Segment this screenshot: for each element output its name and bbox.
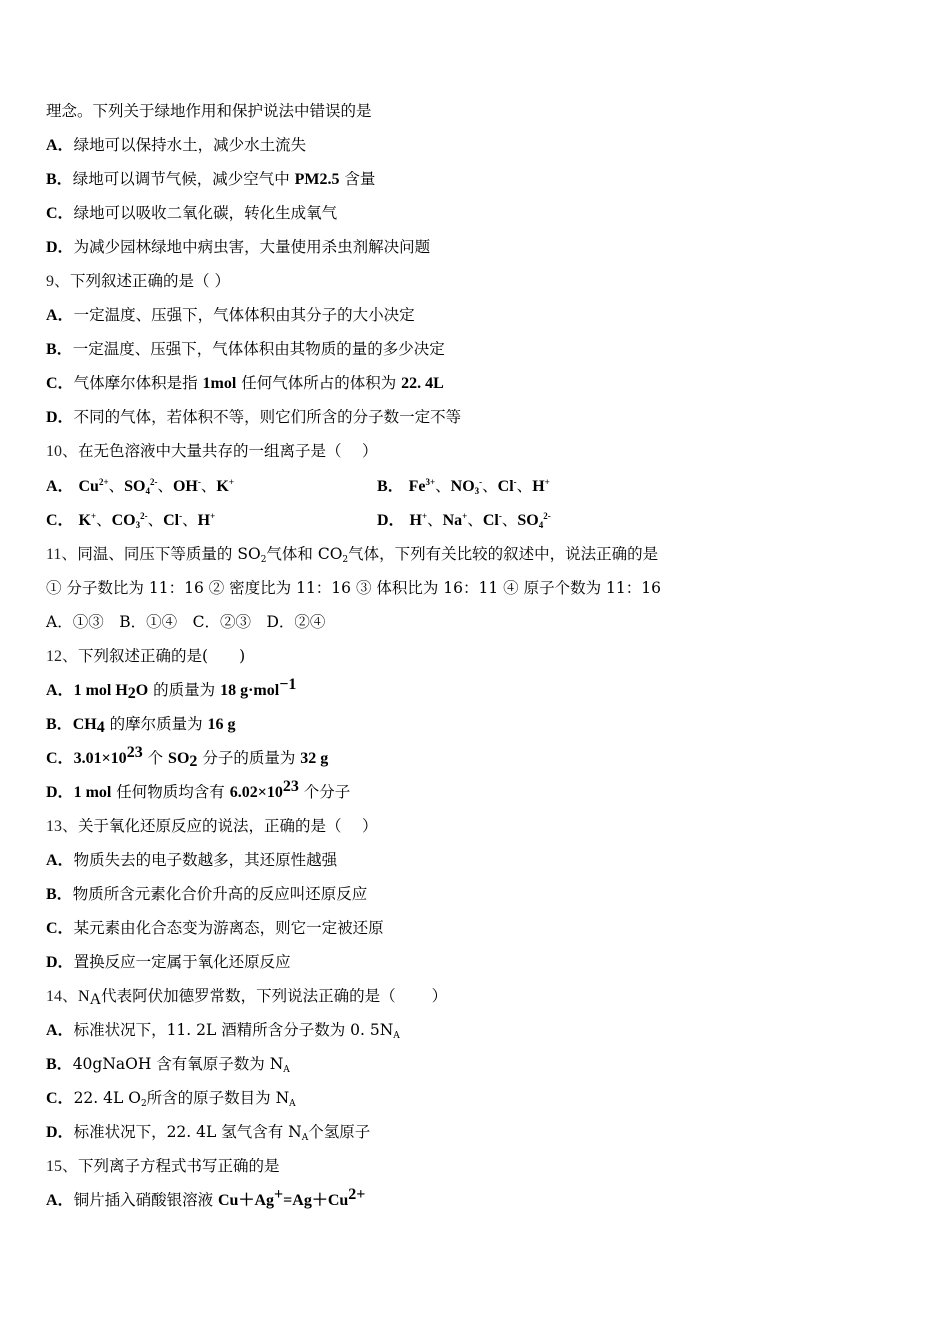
ion-formula xyxy=(443,512,468,529)
stem-text: 下列叙述正确的是（ ） xyxy=(70,272,230,290)
ion-formula xyxy=(163,512,182,529)
ion-formula xyxy=(124,478,157,495)
text-run: 个氢原子 xyxy=(308,1123,371,1141)
superscript: - xyxy=(513,477,517,487)
option-text: 置换反应一定属于氧化还原反应 xyxy=(73,953,291,971)
option-d xyxy=(46,1121,370,1143)
superscript: - xyxy=(498,511,502,521)
option-letter: D． xyxy=(46,784,74,801)
text-run: 、 xyxy=(467,511,483,529)
text-run: Cl xyxy=(163,512,180,529)
text-run: 、 xyxy=(96,511,112,529)
option-a xyxy=(46,475,234,497)
ion-formula xyxy=(498,478,517,495)
superscript: 2- xyxy=(543,511,551,521)
option-text: 一定温度、压强下，气体体积由其物质的量的多少决定 xyxy=(72,340,445,358)
text-run: 的质量为 xyxy=(148,681,221,699)
option-text: 绿地可以吸收二氧化碳，转化生成氧气 xyxy=(73,204,338,222)
text-run: 分子的质量为 xyxy=(197,749,301,767)
text-run: K xyxy=(78,512,91,529)
option-letter: B． xyxy=(377,478,404,495)
subscript: A xyxy=(393,1031,400,1041)
text-run: 、 xyxy=(182,511,198,529)
subscript: 4 xyxy=(538,520,544,530)
text-run: 1 mol H xyxy=(73,682,128,699)
stem-text: 下列叙述正确的是( ) xyxy=(78,647,246,665)
text-run: Cu xyxy=(78,478,99,495)
option-letter: A． xyxy=(46,307,74,324)
option-letter: B． xyxy=(46,716,73,733)
text-run: 铜片插入硝酸银溶液 xyxy=(73,1191,218,1209)
option-letter: C． xyxy=(46,1090,74,1107)
stem-text: 下列离子方程式书写正确的是 xyxy=(78,1157,280,1175)
option-letter: A． xyxy=(46,1192,74,1209)
option-letter: D． xyxy=(46,239,74,256)
subscript: 2 xyxy=(189,753,198,770)
ion-formula xyxy=(483,512,502,529)
superscript: + xyxy=(544,477,550,487)
ion-formula xyxy=(410,512,428,529)
superscript: + xyxy=(421,511,428,521)
ion-formula xyxy=(79,478,109,495)
text-run: 、 xyxy=(435,477,451,495)
option-c xyxy=(46,744,329,770)
superscript: 23 xyxy=(126,744,143,761)
option-letter: D． xyxy=(46,954,74,971)
text-run: SO xyxy=(517,512,539,529)
option-letter: A． xyxy=(46,852,74,869)
text-run: 6.02×10 xyxy=(229,784,283,801)
option-b xyxy=(46,713,236,735)
text-run: 任何物质均含有 xyxy=(111,783,230,801)
superscript: - xyxy=(197,477,201,487)
option-text: 气体摩尔体积是指 xyxy=(73,374,203,392)
text-run: SO xyxy=(168,750,190,767)
question-number: 10、 xyxy=(46,443,79,460)
text-run: =Ag＋Cu xyxy=(283,1192,349,1209)
text-run: 的摩尔质量为 xyxy=(104,715,208,733)
text-run: 22. 4L O xyxy=(73,1089,141,1107)
subscript: 3 xyxy=(135,520,141,530)
option-c xyxy=(46,372,444,394)
option-d xyxy=(46,236,430,258)
text-run: 、 xyxy=(147,511,164,529)
question-15-stem xyxy=(46,1155,280,1177)
option-letter: A． xyxy=(46,682,74,699)
text-run: 个 xyxy=(142,749,169,767)
text-run: 、 xyxy=(516,477,533,495)
ion-formula xyxy=(112,512,148,529)
text-run: 3.01×10 xyxy=(73,750,127,767)
option-c xyxy=(46,202,337,224)
question-11-choices xyxy=(46,611,325,633)
option-b xyxy=(46,883,367,905)
text-run: O xyxy=(135,682,149,699)
superscript: + xyxy=(90,511,97,521)
option-a xyxy=(46,304,415,326)
stem-text: 理念。下列关于绿地作用和保护说法中错误的是 xyxy=(46,102,372,120)
option-text: 不同的气体，若体积不等，则它们所含的分子数一定不等 xyxy=(73,408,462,426)
option-letter: A． xyxy=(46,1022,74,1039)
text-run: 标准状况下，22. 4L 氢气含有 N xyxy=(73,1123,302,1141)
option-d xyxy=(46,406,461,428)
option-letter: C． xyxy=(46,512,74,529)
text-run: 、 xyxy=(108,477,125,495)
superscript: + xyxy=(228,477,234,487)
option-letter: C． xyxy=(46,205,74,222)
subscript: 2 xyxy=(140,1099,147,1109)
option-letter: C． xyxy=(46,920,74,937)
ion-formula xyxy=(451,478,483,495)
text-run: 气体和 CO xyxy=(266,545,343,563)
text-run: H xyxy=(409,512,422,529)
question-12-stem xyxy=(46,645,245,667)
question-number: 12、 xyxy=(46,648,79,665)
text-run: 个分子 xyxy=(298,783,351,801)
text-run: 、 xyxy=(482,477,498,495)
option-text: PM2.5 xyxy=(294,171,340,188)
text-run: 1 mol xyxy=(73,784,112,801)
subscript: 4 xyxy=(96,719,105,736)
text-run: 18 g·mol xyxy=(220,682,280,699)
question-number: 9、 xyxy=(46,273,71,290)
text-run: CO xyxy=(111,512,136,529)
question-9-stem xyxy=(46,270,230,292)
superscript: 2+ xyxy=(348,1186,366,1203)
option-text: 物质失去的电子数越多，其还原性越强 xyxy=(73,851,338,869)
ion-formula xyxy=(409,478,436,495)
option-text: 任何气体所占的体积为 xyxy=(236,374,402,392)
text-run: 40gNaOH 含有氧原子数为 N xyxy=(72,1055,284,1073)
option-a xyxy=(46,676,297,702)
option-text: 物质所含元素化合价升高的反应叫还原反应 xyxy=(72,885,368,903)
subscript: A xyxy=(89,991,102,1008)
text-run: 、 xyxy=(501,511,518,529)
superscript: 23 xyxy=(282,778,299,795)
question-number: 11、 xyxy=(46,546,78,563)
option-letter: B． xyxy=(46,171,73,188)
superscript: 3+ xyxy=(425,477,436,487)
option-letter: A． xyxy=(46,137,74,154)
question-stem xyxy=(46,100,372,122)
option-letter: D． xyxy=(46,409,74,426)
text-run: H xyxy=(197,512,211,529)
question-11-statements xyxy=(46,577,661,599)
option-letter: C． xyxy=(46,750,74,767)
superscript: + xyxy=(462,511,468,521)
stem-text: 同温、同压下等质量的 SO xyxy=(77,545,261,563)
text-run: 16 g xyxy=(207,716,236,733)
text-run: 、 xyxy=(200,477,217,495)
option-letter: A． xyxy=(46,478,74,495)
subscript: A xyxy=(289,1099,296,1109)
option-a xyxy=(46,134,306,156)
subscript: A xyxy=(301,1133,309,1143)
option-text: 含量 xyxy=(339,170,376,188)
option-letter: B． xyxy=(46,886,73,903)
superscript: + xyxy=(210,511,216,521)
text-run: 标准状况下，11. 2L 酒精所含分子数为 0. 5N xyxy=(73,1021,394,1039)
question-13-stem xyxy=(46,815,377,837)
statements-text: ① 分子数比为 11：16 ② 密度比为 11：16 ③ 体积比为 16：11 ④ 原子个数为 11：16 xyxy=(46,579,661,597)
option-b xyxy=(46,1053,290,1075)
text-run: N xyxy=(78,988,90,1005)
ion-formula xyxy=(517,512,550,529)
option-letter: B． xyxy=(46,341,73,358)
text-run: H xyxy=(532,478,545,495)
option-c xyxy=(46,509,215,531)
text-run: 、 xyxy=(427,511,443,529)
superscript: + xyxy=(274,1186,284,1203)
subscript: 2 xyxy=(127,685,136,702)
superscript: −1 xyxy=(279,676,297,693)
option-c xyxy=(46,1087,296,1109)
ion-formula xyxy=(79,512,97,529)
ion-formula xyxy=(532,478,550,495)
option-d xyxy=(46,778,351,803)
option-letter: C． xyxy=(46,375,74,392)
text-run: 所含的原子数目为 N xyxy=(146,1089,290,1107)
ion-formula xyxy=(173,478,201,495)
text-run: Cl xyxy=(497,478,514,495)
question-10-stem xyxy=(46,440,377,462)
option-letter: D． xyxy=(377,512,405,529)
stem-text: 代表阿伏加德罗常数，下列说法正确的是（ ） xyxy=(101,987,448,1005)
text-run: K xyxy=(216,478,229,495)
text-run: CH xyxy=(72,716,97,733)
option-letter: D． xyxy=(46,1124,74,1141)
superscript: - xyxy=(179,511,183,521)
option-c xyxy=(46,917,384,939)
option-a xyxy=(46,1019,400,1041)
text-run: Cl xyxy=(482,512,499,529)
subscript: 2 xyxy=(342,555,349,565)
superscript: 2- xyxy=(149,477,158,487)
text-run: NO xyxy=(450,478,475,495)
choices-text: A．①③ B．①④ C．②③ D．②④ xyxy=(46,613,326,631)
option-text: 22. 4L xyxy=(401,375,444,392)
text-run: 、 xyxy=(157,477,173,495)
option-b xyxy=(377,475,550,497)
option-text: 绿地可以调节气候，减少空气中 xyxy=(72,170,295,188)
option-d xyxy=(46,951,291,973)
option-letter: B． xyxy=(46,1056,73,1073)
option-text: 绿地可以保持水土，减少水土流失 xyxy=(73,136,307,154)
option-text: 1mol xyxy=(202,375,237,392)
question-number: 13、 xyxy=(46,818,79,835)
text-run: 气体，下列有关比较的叙述中，说法正确的是 xyxy=(348,545,659,563)
question-11-stem xyxy=(46,543,658,565)
superscript: 2- xyxy=(140,511,148,521)
question-number: 14、 xyxy=(46,988,79,1005)
option-text: 一定温度、压强下，气体体积由其分子的大小决定 xyxy=(73,306,415,324)
option-a xyxy=(46,849,337,871)
superscript: - xyxy=(479,477,483,487)
option-b xyxy=(46,168,375,190)
text-run: OH xyxy=(172,478,198,495)
subscript: 3 xyxy=(474,486,480,496)
text-run: SO xyxy=(124,478,146,495)
subscript: A xyxy=(283,1065,290,1075)
subscript: 2 xyxy=(260,555,267,565)
question-number: 15、 xyxy=(46,1158,79,1175)
ion-formula xyxy=(216,478,234,495)
stem-text: 关于氧化还原反应的说法，正确的是（ ） xyxy=(78,817,378,835)
option-text: 为减少园林绿地中病虫害，大量使用杀虫剂解决问题 xyxy=(73,238,431,256)
question-14-stem xyxy=(46,985,447,1007)
option-b xyxy=(46,338,445,360)
text-run: Cu＋Ag xyxy=(218,1192,275,1209)
option-text: 某元素由化合态变为游离态，则它一定被还原 xyxy=(73,919,384,937)
stem-text: 在无色溶液中大量共存的一组离子是（ ） xyxy=(78,442,378,460)
ion-formula xyxy=(198,512,216,529)
superscript: 2+ xyxy=(98,477,109,487)
subscript: 4 xyxy=(145,486,150,496)
text-run: Fe xyxy=(408,478,426,495)
text-run: Na xyxy=(442,512,463,529)
option-d xyxy=(377,509,551,531)
option-a xyxy=(46,1186,366,1211)
text-run: 32 g xyxy=(300,750,329,767)
